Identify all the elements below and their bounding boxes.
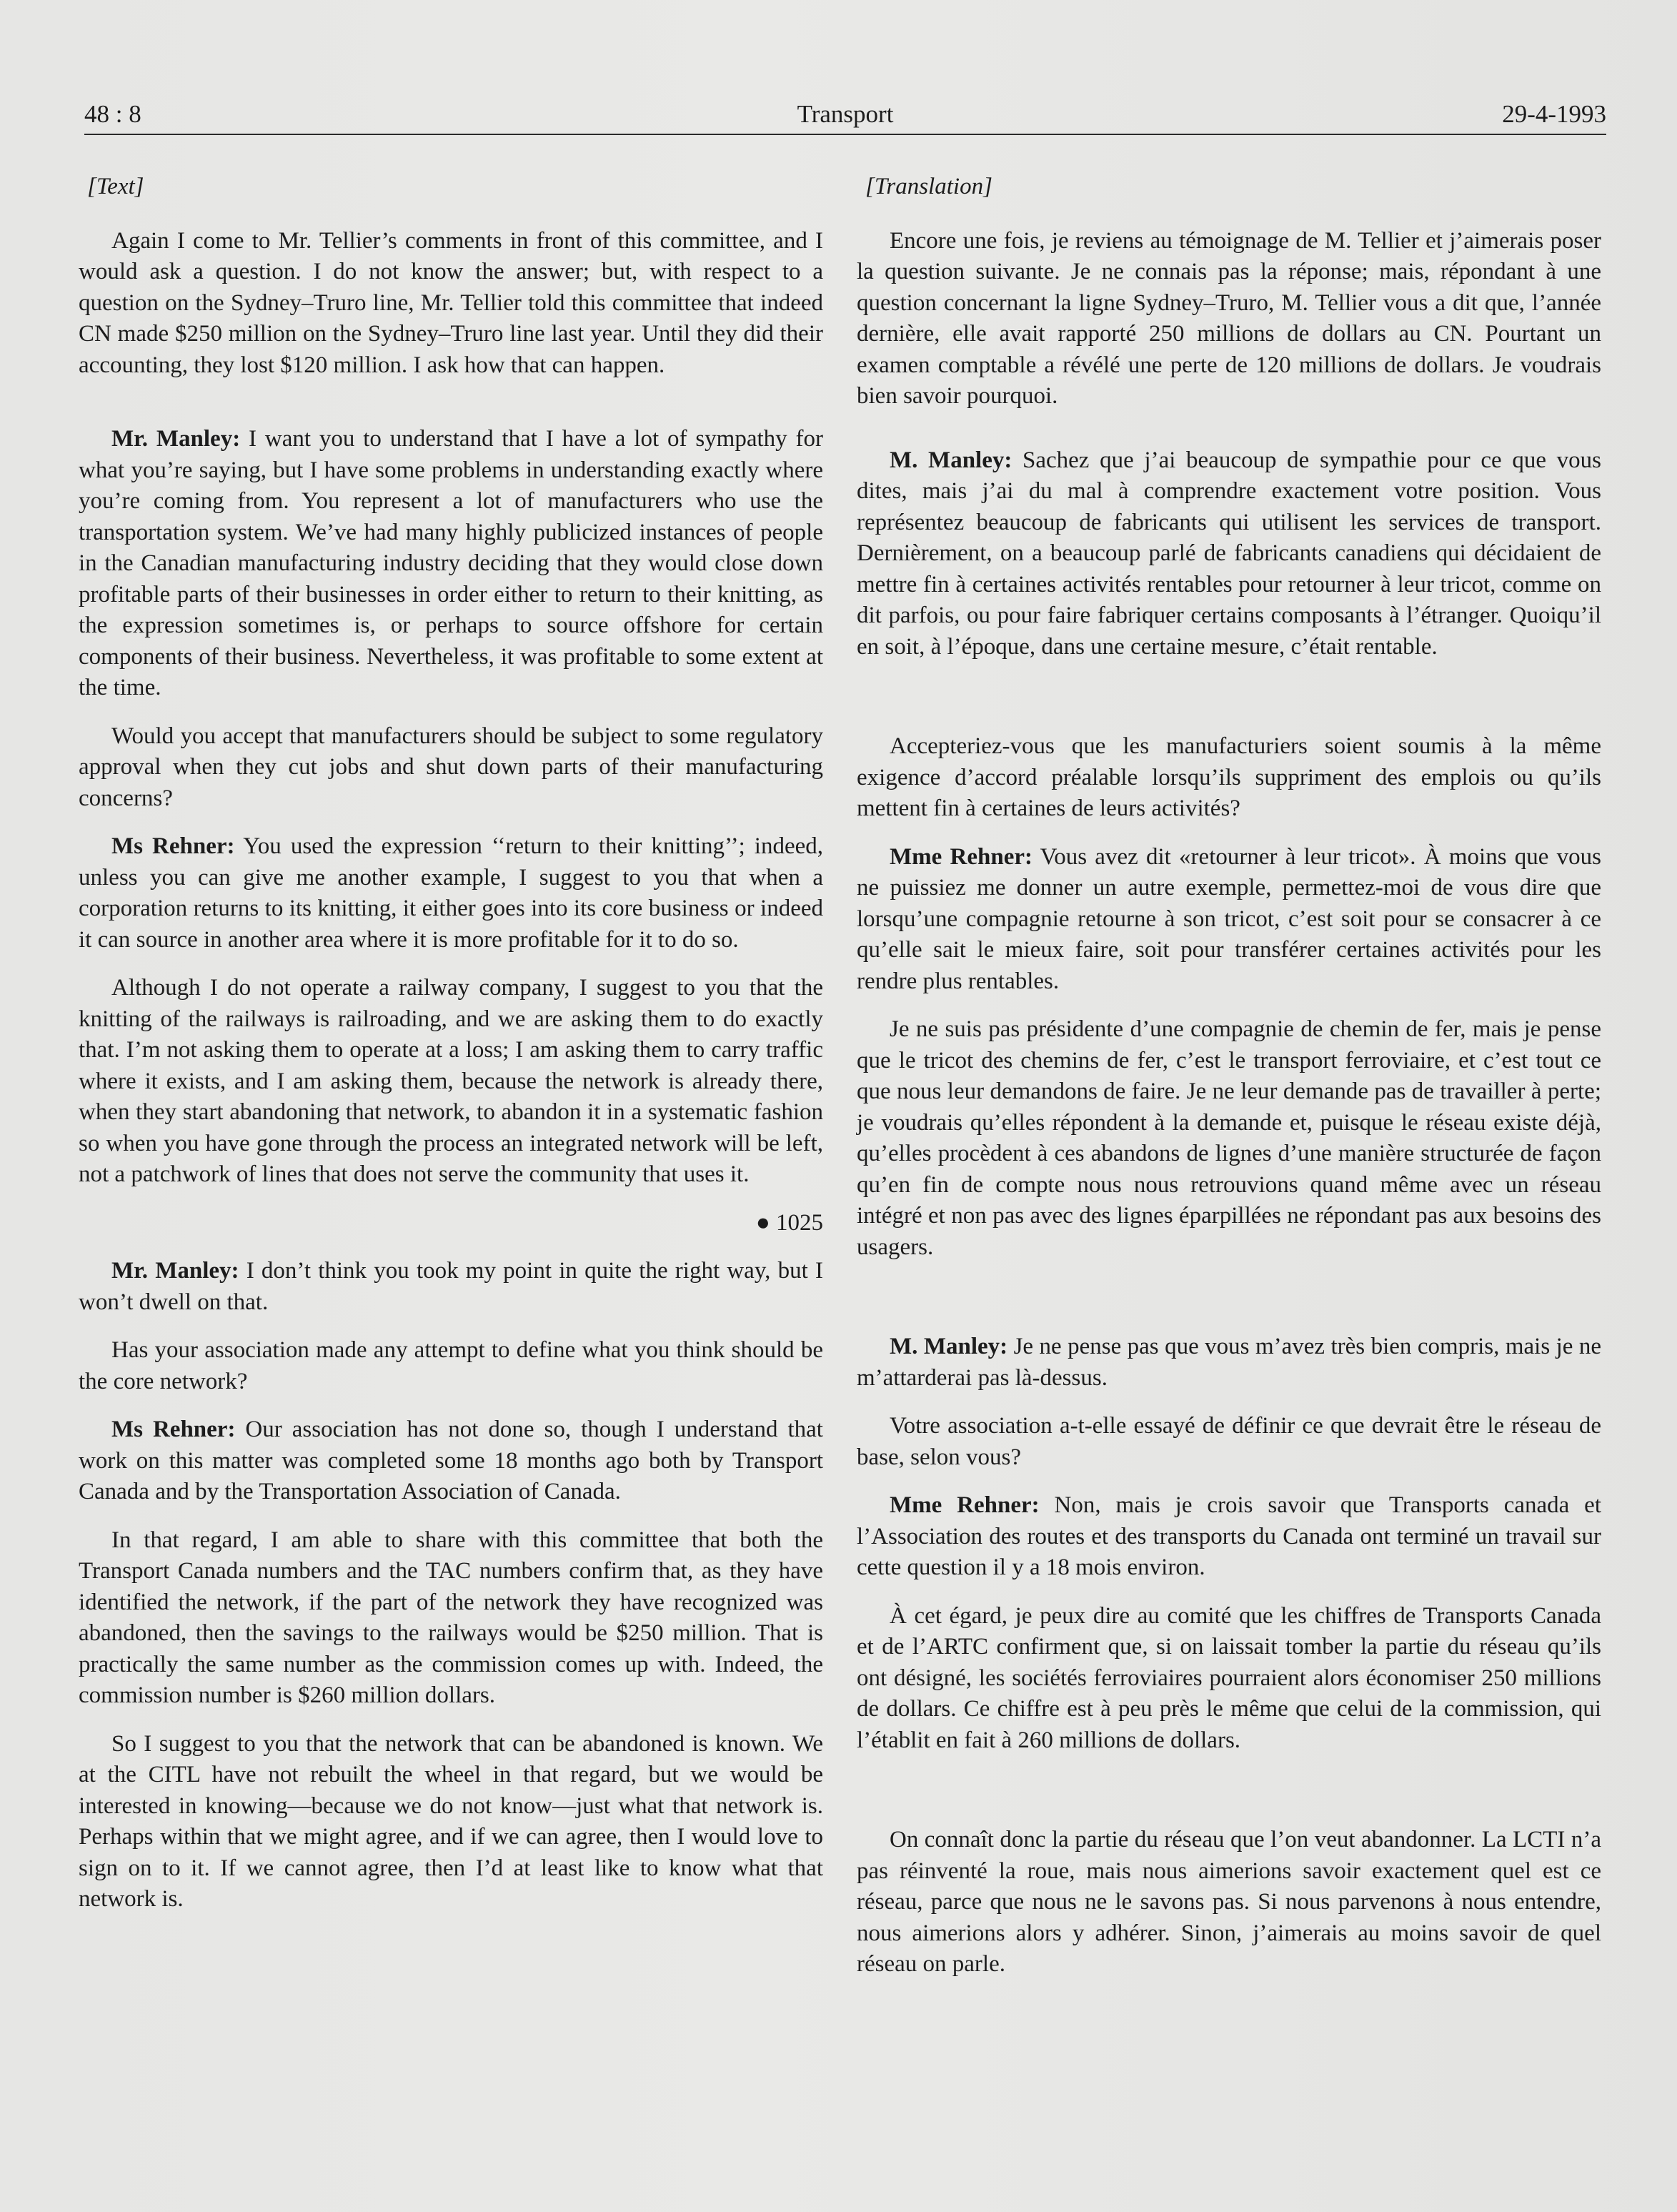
paragraph: À cet égard, je peux dire au comité que les chiffres de Transports Canada et de l’ARTC confirment que, si on laissait tomber la partie du réseau qu’ils ont désigné, les sociétés ferroviaires pourraient alors économiser 250 millions de dollars. Ce chiffre est à peu près le même que celui de la commission, qui l’établit en fait à 260 millions de dollars. bbox=[857, 1602, 1601, 1753]
paragraph bbox=[857, 842, 1601, 998]
paragraph bbox=[79, 831, 823, 956]
french-column bbox=[857, 172, 1601, 1998]
speaker-name: Mr. Manley: bbox=[111, 426, 241, 452]
speaker-name: Mme Rehner: bbox=[890, 1492, 1040, 1518]
paragraph: Again I come to Mr. Tellier’s comments in front of this committee, and I would ask a question. I do not know the answer; but, with respect to a question on the Sydney–Truro line, Mr. Tellier told this committee that indeed CN made $250 million on the Sydney–Truro line last year. Until they did their accounting, they lost $120 million. I ask how that can happen. bbox=[79, 227, 823, 378]
paragraph bbox=[79, 424, 823, 704]
paragraph: Votre association a-t-elle essayé de définir ce que devrait être le réseau de base, selon vous? bbox=[857, 1413, 1601, 1470]
paragraph: Has your association made any attempt to define what you think should be the core network? bbox=[79, 1337, 823, 1394]
header-page-number: 48 : 8 bbox=[84, 100, 141, 128]
paragraph bbox=[79, 1414, 823, 1508]
speech-text: I don’t think you took my point in quite the right way, but I won’t dwell on that. bbox=[79, 1258, 823, 1315]
speech-text: Our association has not done so, though I understand that work on this matter was completed some 18 months ago both by Transport Canada and by the Transportation Association of Canada. bbox=[79, 1417, 823, 1504]
paragraph: Je ne suis pas présidente d’une compagnie de chemin de fer, mais je pense que le tricot des chemins de fer, c’est le transport ferroviaire, et c’est tout ce que nous leur demandons de faire. Je ne leur demande pas de travailler à perte; je voudrais qu’elles répondent à la demande et, puisque le réseau existe déjà, qu’elles procèdent à ces abandons de lignes d’une manière structurée de façon qu’en fin de compte nous nous retrouvions quand même avec un réseau intégré et non pas avec des lignes éparpillées ne répondant pas aux besoins des usagers. bbox=[857, 1016, 1601, 1260]
header-date: 29-4-1993 bbox=[1502, 100, 1606, 128]
paragraph bbox=[857, 445, 1601, 663]
english-column bbox=[79, 172, 823, 1933]
time-marker: ● 1025 bbox=[755, 1209, 823, 1236]
paragraph: On connaît donc la partie du réseau que l’on veut abandonner. La LCTI n’a pas réinventé la roue, mais nous aimerions savoir exactement quel est ce réseau, parce que nous ne le savons pas. Si nous parvenons à nous entendre, nous aimerions alors y adhérer. Sinon, j’aimerais au moins savoir de quel réseau on parle. bbox=[857, 1827, 1601, 1977]
speaker-name: M. Manley: bbox=[890, 447, 1012, 473]
header-title: Transport bbox=[797, 100, 894, 128]
paragraph: Accepteriez-vous que les manufacturiers soient soumis à la même exigence d’accord préalable lorsqu’ils suppriment des emplois ou qu’ils mettent fin à certaines de leurs activités? bbox=[857, 733, 1601, 821]
speaker-name: M. Manley: bbox=[890, 1334, 1008, 1359]
paragraph: So I suggest to you that the network that can be abandoned is known. We at the CITL have not rebuilt the wheel in that regard, but we would be interested in knowing—because we do not know—just what that network is. Perhaps within that we might agree, and if we can agree, then I would love to sign on to it. If we cannot agree, then I’d at least like to know what that network is. bbox=[79, 1730, 823, 1912]
speech-text: Vous avez dit «retourner à leur tricot». À moins que vous ne puissiez me donner un autre exemple, permettez-moi de vous dire que lorsqu’une compagnie retourne à son tricot, c’est soit pour se consacrer à ce qu’elle sait le mieux faire, soit pour transférer certaines activités pour les rendre plus rentables. bbox=[857, 843, 1601, 994]
paragraph bbox=[857, 1331, 1601, 1394]
paragraph: Although I do not operate a railway company, I suggest to you that the knitting of the railways is railroading, and we are asking them to do exactly that. I’m not asking them to operate at a loss; I am asking them to carry traffic where it exists, and I am asking them, because the network is already there, when they start abandoning that network, to abandon it in a systematic fashion so when you have gone through the process an integrated network will be left, not a patchwork of lines that does not serve the community that uses it. bbox=[79, 975, 823, 1187]
speaker-name: Ms Rehner: bbox=[111, 1417, 236, 1442]
speaker-name: Ms Rehner: bbox=[111, 833, 235, 859]
paragraph: Would you accept that manufacturers should be subject to some regulatory approval when they cut jobs and shut down parts of their manufacturing concerns? bbox=[79, 723, 823, 811]
header-rule bbox=[84, 134, 1606, 135]
speech-text: You used the expression ‘‘return to their knitting’’; indeed, unless you can give me another example, I suggest to you that when a corporation returns to its knitting, it either goes into its core business or indeed it can source in another area where it is more profitable for it to do so. bbox=[79, 833, 823, 953]
speech-text: Sachez que j’ai beaucoup de sympathie pour ce que vous dites, mais j’ai du mal à comprendre exactement votre position. Vous représentez beaucoup de fabricants qui utilisent les services de transport. Dernièrement, on a beaucoup parlé de fabricants canadiens qui décidaient de mettre fin à certaines activités rentables pour retourner à leur tricot, comme on dit parfois, ou pour faire fabriquer certains composants à l’étranger. Quoiqu’il en soit, à l’époque, dans une certaine mesure, c’était rentable. bbox=[857, 447, 1601, 660]
paragraph: In that regard, I am able to share with this committee that both the Transport Canada numbers and the TAC numbers confirm that, as they have identified the network, if the part of the network they have recognized was abandoned, then the savings to the railways would be $250 million. That is practically the same number as the commission comes up with. Indeed, the commission number is $260 million dollars. bbox=[79, 1527, 823, 1708]
text-tag: [Text] bbox=[87, 174, 144, 199]
translation-tag: [Translation] bbox=[865, 174, 992, 199]
speech-text: Je ne pense pas que vous m’avez très bien compris, mais je ne m’attarderai pas là-dessus. bbox=[857, 1334, 1601, 1391]
speech-text: I want you to understand that I have a lot of sympathy for what you’re saying, but I have some problems in understanding exactly where you’re coming from. You represent a lot of manufacturers who use the transportation system. We’ve had many highly publicized instances of people in the Canadian manufacturing industry deciding that they would close down profitable parts of their businesses in order either to return to their knitting, as the expression sometimes is, or perhaps to source offshore for certain components of their business. Nevertheless, it was profitable to some extent at the time. bbox=[79, 426, 823, 700]
speaker-name: Mr. Manley: bbox=[111, 1258, 239, 1284]
page-header bbox=[84, 100, 1606, 136]
speaker-name: Mme Rehner: bbox=[890, 843, 1032, 870]
paragraph: Encore une fois, je reviens au témoignage de M. Tellier et j’aimerais poser la question suivante. Je ne connais pas la réponse; mais, répondant à une question concernant la ligne Sydney–Truro, M. Tellier vous a dit que, l’année dernière, elle avait rapporté 250 millions de dollars au CN. Pourtant un examen comptable a révélé une perte de 120 millions de dollars. Je voudrais bien savoir pourquoi. bbox=[857, 227, 1601, 409]
paragraph bbox=[857, 1490, 1601, 1584]
speech-text: Non, mais je crois savoir que Transports canada et l’Association des routes et des transports du Canada ont terminé un travail sur cette question il y a 18 mois environ. bbox=[857, 1492, 1601, 1580]
paragraph bbox=[79, 1256, 823, 1318]
